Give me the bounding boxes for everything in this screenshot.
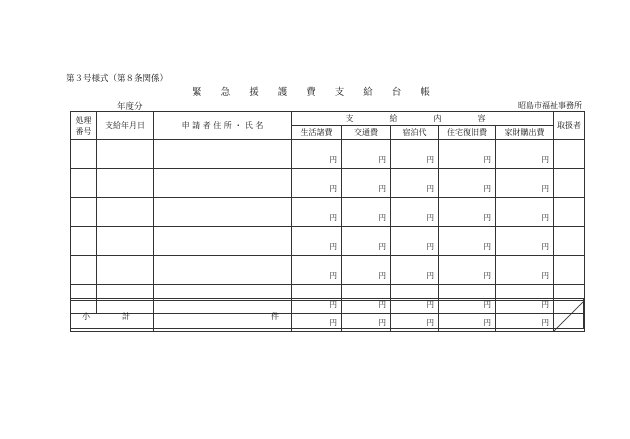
table-row [71, 169, 585, 198]
header-row-top [71, 112, 585, 126]
cell-yen-lodging[interactable]: 円 [391, 285, 439, 314]
cell-date[interactable] [97, 169, 154, 198]
fiscal-year-label: 年度分 [117, 102, 143, 112]
cell-yen-living[interactable]: 円 [292, 227, 342, 256]
cell-yen-furniture[interactable]: 円 [496, 140, 554, 169]
table-row [71, 140, 585, 169]
header-item-housing: 住宅復旧費 [439, 126, 496, 140]
cell-applicant[interactable] [154, 140, 292, 169]
page-title: 緊 急 援 護 費 支 給 台 帳 [192, 87, 438, 98]
cell-yen-housing[interactable]: 円 [439, 285, 496, 314]
cell-number[interactable] [71, 227, 97, 256]
header-number [71, 112, 97, 140]
cell-yen-living[interactable]: 円 [292, 256, 342, 285]
cell-applicant[interactable] [154, 256, 292, 285]
cell-applicant[interactable] [154, 227, 292, 256]
cell-yen-furniture[interactable]: 円 [496, 169, 554, 198]
cell-yen-housing[interactable]: 円 [439, 169, 496, 198]
cell-yen-lodging[interactable]: 円 [391, 256, 439, 285]
ledger-body [71, 140, 585, 314]
cell-date[interactable] [97, 227, 154, 256]
header-number-line1: 処理 [75, 115, 92, 125]
cell-handler[interactable] [554, 198, 585, 227]
header-item-lodging: 宿泊代 [391, 126, 439, 140]
subtotal-outline [70, 298, 584, 329]
cell-handler[interactable] [554, 140, 585, 169]
cell-yen-living[interactable]: 円 [292, 198, 342, 227]
cell-yen-furniture[interactable]: 円 [496, 198, 554, 227]
header-handler: 取扱者 [554, 112, 585, 140]
cell-yen-transport[interactable]: 円 [342, 256, 391, 285]
cell-number[interactable] [71, 256, 97, 285]
ledger-table [70, 111, 585, 314]
header-payment-group: 支 給 内 容 [292, 112, 554, 126]
header-item-transport: 交通費 [342, 126, 391, 140]
cell-yen-transport[interactable]: 円 [342, 227, 391, 256]
header-number-line2: 番号 [75, 126, 92, 136]
subtotal-yen-lodging: 円 [391, 301, 439, 332]
cell-applicant[interactable] [154, 169, 292, 198]
table-row [71, 227, 585, 256]
office-name: 昭島市福祉事務所 [518, 101, 582, 110]
cell-yen-living[interactable]: 円 [292, 140, 342, 169]
cell-yen-transport[interactable]: 円 [342, 198, 391, 227]
cell-yen-transport[interactable]: 円 [342, 140, 391, 169]
cell-yen-lodging[interactable]: 円 [391, 169, 439, 198]
cell-date[interactable] [97, 256, 154, 285]
cell-yen-furniture[interactable]: 円 [496, 285, 554, 314]
cell-handler[interactable] [554, 227, 585, 256]
cell-yen-housing[interactable]: 円 [439, 227, 496, 256]
cell-yen-living[interactable]: 円 [292, 285, 342, 314]
cell-yen-lodging[interactable]: 円 [391, 198, 439, 227]
header-applicant: 申 請 者 住 所 ・ 氏 名 [154, 112, 292, 140]
cell-yen-housing[interactable]: 円 [439, 256, 496, 285]
table-row [71, 256, 585, 285]
cell-date[interactable] [97, 140, 154, 169]
cell-handler[interactable] [554, 169, 585, 198]
cell-applicant[interactable] [154, 198, 292, 227]
cell-yen-housing[interactable]: 円 [439, 198, 496, 227]
cell-number[interactable] [71, 169, 97, 198]
cell-yen-furniture[interactable]: 円 [496, 227, 554, 256]
cell-yen-transport[interactable]: 円 [342, 169, 391, 198]
cell-number[interactable] [71, 140, 97, 169]
cell-yen-transport[interactable]: 円 [342, 285, 391, 314]
cell-number[interactable] [71, 198, 97, 227]
cell-yen-furniture[interactable]: 円 [496, 256, 554, 285]
header-item-furniture: 家財購出費 [496, 126, 554, 140]
form-number-label: 第３号様式（第８条関係） [66, 74, 169, 84]
cell-yen-lodging[interactable]: 円 [391, 140, 439, 169]
table-row [71, 198, 585, 227]
cell-yen-housing[interactable]: 円 [439, 140, 496, 169]
subtotal-yen-furniture: 円 [496, 301, 554, 332]
subtotal-yen-transport: 円 [342, 301, 391, 332]
subtotal-count-unit: 件 [154, 301, 292, 332]
subtotal-label: 小 計 [71, 301, 154, 332]
header-item-living: 生活諸費 [292, 126, 342, 140]
subtotal-yen-housing: 円 [439, 301, 496, 332]
cell-yen-lodging[interactable]: 円 [391, 227, 439, 256]
cell-yen-living[interactable]: 円 [292, 169, 342, 198]
cell-date[interactable] [97, 198, 154, 227]
cell-handler[interactable] [554, 256, 585, 285]
subtotal-yen-living: 円 [292, 301, 342, 332]
header-date: 支給年月日 [97, 112, 154, 140]
